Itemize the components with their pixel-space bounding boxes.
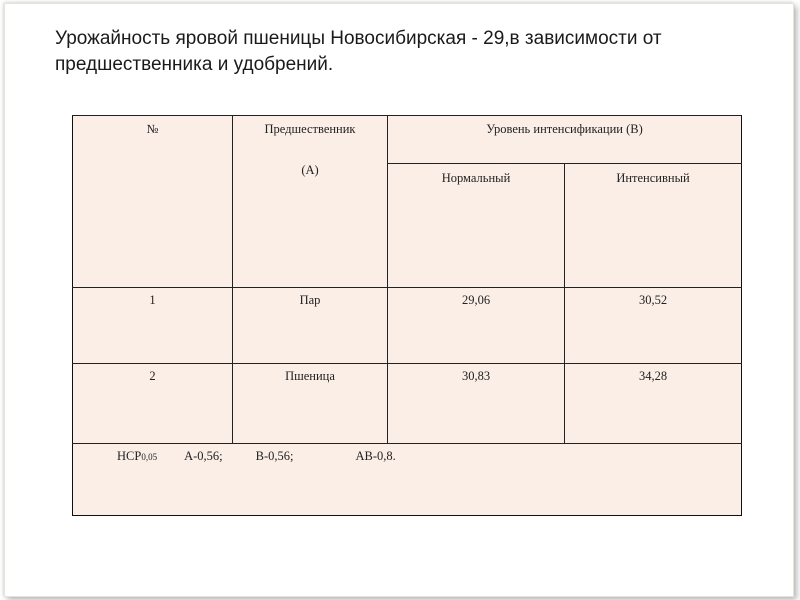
header-intensification-level: Уровень интенсификации (В) <box>388 116 742 164</box>
row-intensive-value: 34,28 <box>565 364 742 444</box>
row-normal-value: 30,83 <box>388 364 565 444</box>
header-predecessor-code: (А) <box>301 163 319 177</box>
row-normal-value: 29,06 <box>388 288 565 364</box>
lsd-b: В-0,56; <box>255 449 294 463</box>
header-intensive: Интенсивный <box>565 164 742 288</box>
header-normal: Нормальный <box>388 164 565 288</box>
header-predecessor <box>233 116 388 288</box>
yield-table <box>72 115 742 516</box>
row-intensive-value: 30,52 <box>565 288 742 364</box>
slide-title: Урожайность яровой пшеницы Новосибирская - 29,в зависимости от предшественника и удобрений. <box>55 28 662 75</box>
row-num: 1 <box>73 288 233 364</box>
header-num: № <box>73 116 233 288</box>
lsd-a: А-0,56; <box>184 449 223 463</box>
row-predecessor: Пар <box>233 288 388 364</box>
lsd-subscript: 0,05 <box>141 452 158 462</box>
lsd-label: НСР <box>117 449 142 463</box>
lsd-footer <box>73 444 742 516</box>
row-predecessor: Пшеница <box>233 364 388 444</box>
row-num: 2 <box>73 364 233 444</box>
header-predecessor-label: Предшественник <box>264 122 356 136</box>
lsd-ab: АВ-0,8. <box>355 449 396 463</box>
table-row <box>73 364 742 444</box>
table-row <box>73 288 742 364</box>
